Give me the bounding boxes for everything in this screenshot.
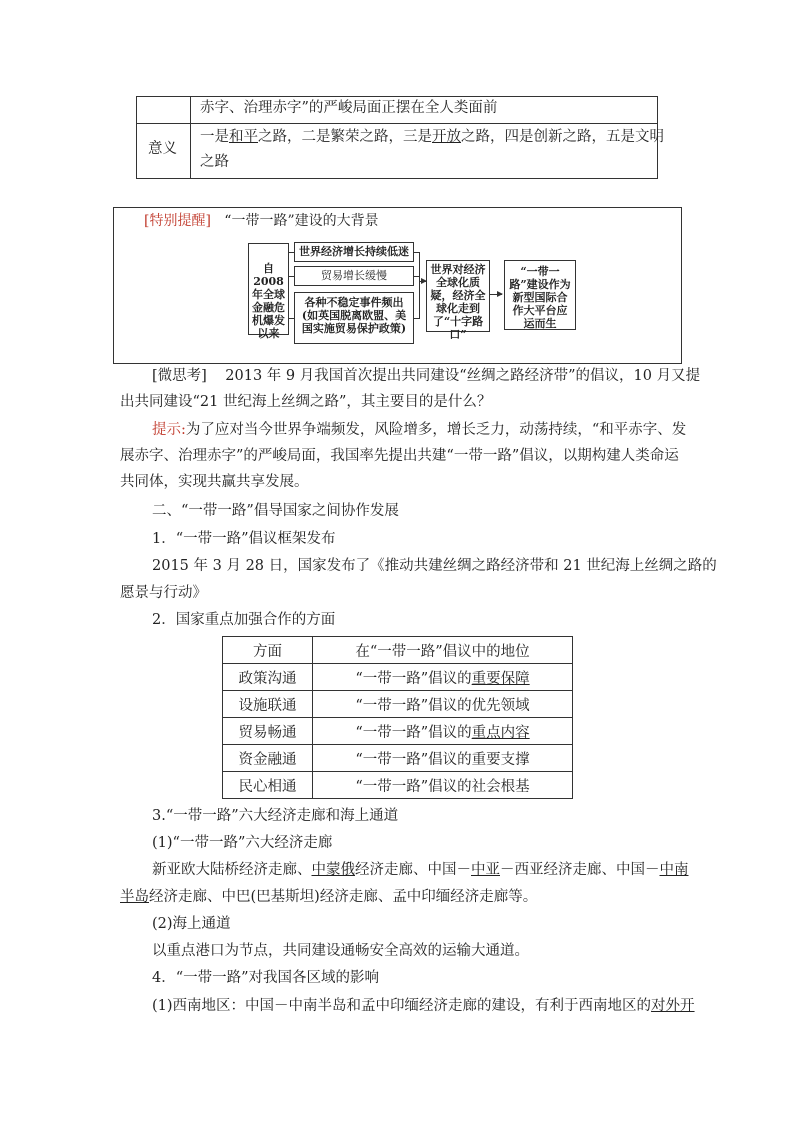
flow-start-box: 自2008年全球金融危机爆发以来 (248, 243, 289, 335)
hint-line3: 共同体，实现共赢共享发展。 (120, 474, 309, 490)
section2-p1-heading: 1．“一带一路”倡议框架发布 (152, 531, 336, 547)
sea-route-text: 以重点港口为节点，共同建设通畅安全高效的运输大通道。 (152, 943, 529, 959)
table-row: 贸易畅通 “一带一路”倡议的重点内容 (223, 718, 573, 745)
top-table-label-meaning: 意义 (148, 141, 177, 157)
table-row: 政策沟通 “一带一路”倡议的重要保障 (223, 664, 573, 691)
flow-conclusion-box: 世界对经济全球化质疑，经济全球化走到了“十字路口” (426, 260, 490, 332)
top-table-meaning-line2: 之路 (200, 154, 229, 170)
section2-heading: 二、“一带一路”倡导国家之间协作发展 (152, 503, 399, 519)
table-header-aspect: 方面 (223, 637, 313, 664)
corridors-line2: 半岛经济走廊、中巴(巴基斯坦)经济走廊、孟中印缅经济走廊等。 (120, 889, 538, 905)
micro-thinking-line2: 出共同建设“21 世纪海上丝绸之路”，其主要目的是什么？ (120, 394, 492, 410)
table-row: 资金融通 “一带一路”倡议的重要支撑 (223, 745, 573, 772)
table-row: 设施联通 “一带一路”倡议的优先领域 (223, 691, 573, 718)
top-table-row1-text: 赤字、治理赤字”的严峻局面正摆在全人类面前 (200, 100, 498, 116)
cooperation-table (222, 636, 573, 799)
flow-mid-box-3: 各种不稳定事件频出(如英国脱离欧盟、美国实施贸易保护政策) (294, 292, 414, 344)
section2-p1-line1: 2015 年 3 月 28 日，国家发布了《推动共建丝绸之路经济带和 21 世纪海上丝绸之路的 (152, 558, 717, 574)
section4-line1: (1)西南地区：中国－中南半岛和孟中印缅经济走廊的建设，有利于西南地区的对外开 (152, 998, 695, 1014)
section4-heading: 4．“一带一路”对我国各区域的影响 (152, 970, 380, 986)
table-header-row (223, 637, 573, 664)
flow-mid-box-1: 世界经济增长持续低迷 (294, 242, 414, 262)
flow-mid-box-2: 贸易增长缓慢 (294, 266, 414, 286)
section2-p1-line2: 愿景与行动》 (120, 585, 207, 601)
special-reminder-heading: [特别提醒] “一带一路”建设的大背景 (144, 213, 379, 229)
top-table-meaning-line1: 一是和平之路，二是繁荣之路，三是开放之路，四是创新之路，五是文明 (200, 129, 664, 145)
hint-line1: 提示:为了应对当今世界争端频发，风险增多，增长乏力，动荡持续，“和平赤字、发 (152, 422, 687, 438)
table-header-position: 在“一带一路”倡议中的地位 (313, 637, 573, 664)
micro-thinking-line1: [微思考] 2013 年 9 月我国首次提出共同建设“丝绸之路经济带”的倡议，10 月又提 (152, 368, 701, 384)
table-row: 民心相通 “一带一路”倡议的社会根基 (223, 772, 573, 799)
top-table (136, 96, 664, 179)
section3-heading: 3.“一带一路”六大经济走廊和海上通道 (152, 808, 399, 824)
hint-line2: 展赤字、治理赤字”的严峻局面，我国率先提出共建“一带一路”倡议，以期构建人类命运 (120, 448, 679, 464)
section3-sub2: (2)海上通道 (152, 916, 231, 932)
special-reminder-box (113, 207, 682, 364)
flow-result-box: “一带一路”建设作为新型国际合作大平台应运而生 (504, 260, 576, 330)
corridors-line1: 新亚欧大陆桥经济走廊、中蒙俄经济走廊、中国－中亚－西亚经济走廊、中国－中南 (152, 862, 689, 878)
section3-sub1: (1)“一带一路”六大经济走廊 (152, 835, 333, 851)
section2-p2-heading: 2．国家重点加强合作的方面 (152, 612, 336, 628)
